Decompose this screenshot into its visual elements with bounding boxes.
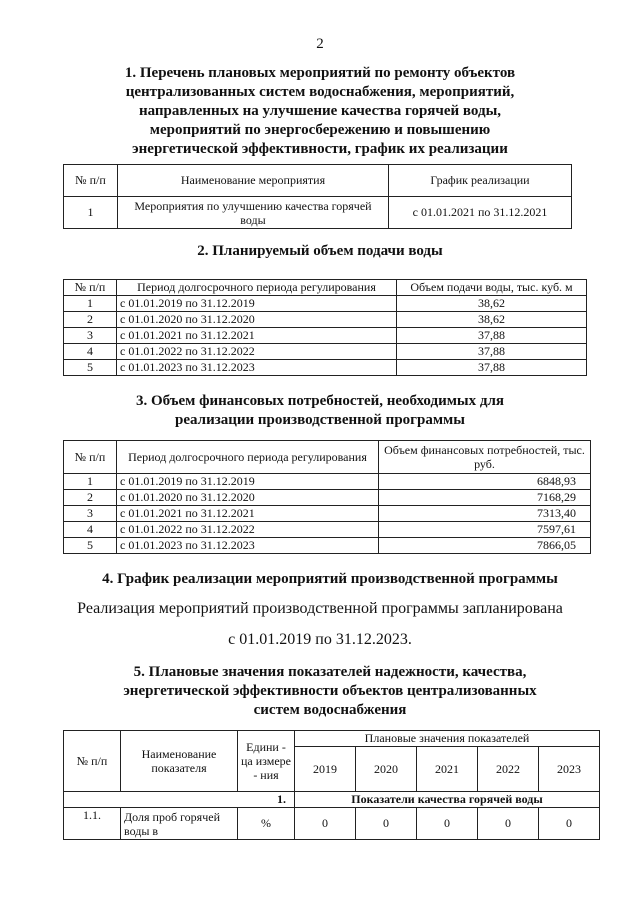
col-header-unit: Едини - ца измере - ния xyxy=(238,731,295,792)
cell: 0 xyxy=(355,808,416,840)
cell: 0 xyxy=(295,808,356,840)
section2-heading: 2. Планируемый объем подачи воды xyxy=(197,243,443,259)
table-header-row xyxy=(64,280,587,296)
heading-line: 5. Плановые значения показателей надежности, качества, xyxy=(133,664,527,680)
table-row xyxy=(64,490,591,506)
table-row xyxy=(64,328,587,344)
cell: 0 xyxy=(416,808,477,840)
year-header: 2023 xyxy=(538,747,599,792)
subsection-num: 1. xyxy=(64,792,295,808)
table-row xyxy=(64,360,587,376)
cell: 7168,29 xyxy=(379,490,591,506)
table-row xyxy=(64,506,591,522)
cell: с 01.01.2019 по 31.12.2019 xyxy=(117,296,397,312)
cell: 38,62 xyxy=(397,296,587,312)
cell: с 01.01.2019 по 31.12.2019 xyxy=(117,474,379,490)
heading-line: мероприятий по энергосбережению и повышению xyxy=(149,122,491,138)
heading-line: 1. Перечень плановых мероприятий по ремонту объектов xyxy=(124,65,516,81)
heading-line: реализации производственной программы xyxy=(175,412,465,428)
col-header: Период долгосрочного периода регулирования xyxy=(117,280,397,296)
subsection-row xyxy=(64,792,600,808)
year-header: 2022 xyxy=(477,747,538,792)
year-header: 2019 xyxy=(295,747,356,792)
cell: 1 xyxy=(64,197,118,229)
cell: 0 xyxy=(477,808,538,840)
section3-heading xyxy=(60,392,580,430)
heading-line: энергетической эффективности объектов централизованных xyxy=(123,683,537,699)
col-header: № п/п xyxy=(64,280,117,296)
col-header: Объем финансовых потребностей, тыс. руб. xyxy=(379,441,591,474)
table-header-row xyxy=(64,731,600,747)
table-header-row xyxy=(64,441,591,474)
year-header: 2020 xyxy=(355,747,416,792)
heading-line: энергетической эффективности, график их реализации xyxy=(132,141,508,157)
cell: 38,62 xyxy=(397,312,587,328)
heading-line: направленных на улучшение качества горячей воды, xyxy=(138,103,502,119)
cell: 4 xyxy=(64,522,117,538)
cell: 3 xyxy=(64,328,117,344)
section4-text-line1: Реализация мероприятий производственной программы запланирована xyxy=(77,600,563,617)
cell: 6848,93 xyxy=(379,474,591,490)
section4-text-line2: с 01.01.2019 по 31.12.2023. xyxy=(228,631,412,648)
heading-line: 3. Объем финансовых потребностей, необходимых для xyxy=(135,393,505,409)
heading-line: систем водоснабжения xyxy=(253,702,407,718)
cell: с 01.01.2022 по 31.12.2022 xyxy=(117,344,397,360)
cell: с 01.01.2023 по 31.12.2023 xyxy=(117,360,397,376)
year-header: 2021 xyxy=(416,747,477,792)
cell: 7313,40 xyxy=(379,506,591,522)
cell: с 01.01.2022 по 31.12.2022 xyxy=(117,522,379,538)
table-row xyxy=(64,538,591,554)
cell: % xyxy=(238,808,295,840)
table-row xyxy=(64,522,591,538)
cell: 4 xyxy=(64,344,117,360)
col-header: График реализации xyxy=(389,165,572,197)
col-header: Период долгосрочного периода регулирования xyxy=(117,441,379,474)
table-row xyxy=(64,344,587,360)
section4-heading: 4. График реализации мероприятий производственной программы xyxy=(102,571,558,587)
table-row xyxy=(64,296,587,312)
cell: Доля проб горячей воды в xyxy=(121,808,238,840)
col-header: Наименование мероприятия xyxy=(118,165,389,197)
section5-heading xyxy=(40,663,620,720)
measures-table xyxy=(63,164,572,229)
col-header: № п/п xyxy=(64,165,118,197)
col-header-name: Наименование показателя xyxy=(121,731,238,792)
indicators-table xyxy=(63,730,600,840)
cell: 7597,61 xyxy=(379,522,591,538)
table-row xyxy=(64,474,591,490)
water-volume-table xyxy=(63,279,587,376)
cell: 1 xyxy=(64,474,117,490)
cell: 3 xyxy=(64,506,117,522)
section1-heading xyxy=(60,64,580,159)
cell: с 01.01.2020 по 31.12.2020 xyxy=(117,312,397,328)
cell: 2 xyxy=(64,490,117,506)
cell: 5 xyxy=(64,360,117,376)
table-header-row xyxy=(64,165,572,197)
cell: 1 xyxy=(64,296,117,312)
financial-needs-table xyxy=(63,440,591,554)
cell: 0 xyxy=(538,808,599,840)
cell: 37,88 xyxy=(397,328,587,344)
cell: с 01.01.2021 по 31.12.2021 xyxy=(117,506,379,522)
cell: 1.1. xyxy=(64,808,121,840)
col-header-num: № п/п xyxy=(64,731,121,792)
cell: Мероприятия по улучшению качества горячей воды xyxy=(118,197,389,229)
col-header: № п/п xyxy=(64,441,117,474)
subsection-title: Показатели качества горячей воды xyxy=(295,792,600,808)
heading-line: централизованных систем водоснабжения, мероприятий, xyxy=(125,84,515,100)
cell: 2 xyxy=(64,312,117,328)
cell: с 01.01.2021 по 31.12.2021 xyxy=(389,197,572,229)
cell: с 01.01.2021 по 31.12.2021 xyxy=(117,328,397,344)
col-header-planned: Плановые значения показателей xyxy=(295,731,600,747)
cell: с 01.01.2020 по 31.12.2020 xyxy=(117,490,379,506)
cell: 37,88 xyxy=(397,344,587,360)
cell: с 01.01.2023 по 31.12.2023 xyxy=(117,538,379,554)
cell: 7866,05 xyxy=(379,538,591,554)
table-row xyxy=(64,197,572,229)
cell: 37,88 xyxy=(397,360,587,376)
page-number: 2 xyxy=(316,36,324,52)
cell: 5 xyxy=(64,538,117,554)
col-header: Объем подачи воды, тыс. куб. м xyxy=(397,280,587,296)
table-row xyxy=(64,808,600,840)
table-row xyxy=(64,312,587,328)
